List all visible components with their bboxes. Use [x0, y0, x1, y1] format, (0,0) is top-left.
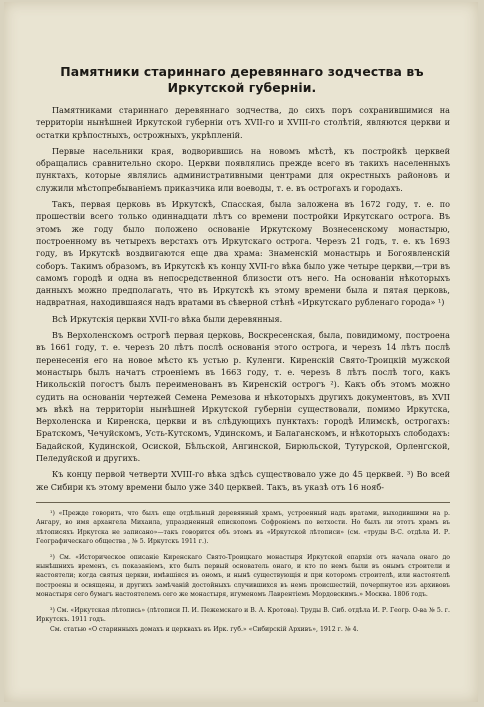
article-body	[36, 104, 450, 496]
footnote-divider	[36, 502, 450, 503]
footnote: ³) См. «Иркутская лѣтопись» (лѣтописи П. И. Пежемскаго и В. А. Кротова). Труды В. Сиб. отдѣла И. Р. Геогр. О-ва № 5. г. Иркутскъ. 1911 годъ.	[36, 606, 450, 624]
page-title: Памятники стариннаго деревяннаго зодчества въ Иркутской губерніи.	[60, 64, 424, 95]
footnotes	[36, 509, 450, 641]
paragraph: Въ Верхоленскомъ острогѣ первая церковь, Воскресенская, была, повидимому, построена въ 1661 году, т. е. черезъ 20 лѣтъ послѣ основанія этого острога, и черезъ 14 лѣтъ послѣ перенесенія его на новое мѣсто къ устью р. Куленги. Киренскій Свято-Троицкій мужской монастырь былъ начатъ строеніемъ въ 1663 году, т. е. черезъ 8 лѣтъ послѣ того, какъ Никольскій погостъ былъ переименованъ въ Киренскій острогъ ²). Какъ объ этомъ можно судить на основаніи чертежей Семена Ремезова и нѣкоторыхъ другихъ документовъ, въ XVII мъ вѣкѣ на территоріи нынѣшней Иркутской губерніи существовали, помимо Иркутска, Верхоленска и Киренска, церкви и въ слѣдующихъ пунктахъ: городѣ Илимскѣ, острогахъ: Братскомъ, Чечуйскомъ, Усть-Кутскомъ, Удинскомъ, и Балаганскомъ, и нѣкоторыхъ слободахъ: Бадайской, Кудинской, Осиской, Бѣльской, Ангинской, Бирюльской, Тутурской, Орленгской, Пеледуйской и другихъ.	[36, 330, 450, 464]
paragraph: Первые насельники края, водворившись на новомъ мѣстѣ, къ постройкѣ церквей обращались сравнительно скоро. Церкви появлялись прежде всего въ такихъ населенныхъ пунктахъ, которые являлись административными центрами для окрестныхъ районовъ и служили мѣстопребыванiемъ приказчика или воеводы, т. е. въ острогахъ и городахъ.	[36, 145, 450, 193]
paragraph: Всѣ Иркутскія церкви XVII-го вѣка были деревянныя.	[52, 313, 283, 324]
footnote: См. статью «О старинныхъ домахъ и церквахъ въ Ирк. губ.» «Сибирскій Архивъ», 1912 г. № 4.	[50, 626, 359, 634]
paragraph: Памятниками стариннаго деревяннаго зодчества, до сихъ поръ сохранившимися на территоріи нынѣшней Иркутской губерніи отъ XVII-го и XVIII-го столѣтій, являются церкви и остатки крѣпостныхъ, острожныхъ, укрѣпленій.	[36, 105, 450, 140]
paragraph: Такъ, первая церковь въ Иркутскѣ, Спасская, была заложена въ 1672 году, т. е. по прошествіи всего только одиннадцати лѣтъ со времени постройки Иркутскаго острога. Въ этомъ же году было положено основаніе Иркутскому Вознесенскому монастырю, построенному въ четырехъ верстахъ отъ Иркутскаго острога. Черезъ 21 годъ, т. е. къ 1693 году, въ Иркутскѣ воздвигаются еще два храма: Знаменскій монастырь и Богоявленскій соборъ. Такимъ образомъ, въ Иркутскѣ къ концу XVII-го вѣка было уже четыре церкви,—три въ самомъ городѣ и одна въ непосредственной близости отъ него. На основаніи нѣкоторыхъ данныхъ можно предполагать, что въ Иркутскѣ къ этому времени была и пятая церковь, надвратная, находившаяся надъ вратами въ сѣверной стѣнѣ «Иркутскаго рубленаго города» ¹)	[36, 199, 450, 308]
footnote: ²) См. «Историческое описаніе Киренскаго Свято-Троицкаго монастыря Иркутской епархіи отъ начала онаго до нынѣшнихъ временъ, съ показаніемъ, кто былъ первый основатель онаго, и кто по немъ были въ онымъ строители и настоятели; когда святыя церкви, имѣвшіяся въ ономъ, и нынѣ существующія и при которомъ строителѣ, или настоятелѣ построены и освящены, и другихъ замѣчаній достойныхъ случившихся въ немъ происшествій, почерпнутое изъ архивовъ монастыря сего бумагъ настоятелемъ сего же монастыря, игуменомъ Лаврентіемъ Мордовскимъ.» Москва. 1806 годъ.	[36, 553, 450, 599]
document-page	[4, 2, 478, 702]
paragraph: Къ концу первой четверти XVIII-го вѣка здѣсь существовало уже до 45 церквей. ³) Во всей же Сибири къ этому времени было уже 340 церквей. Такъ, въ указѣ отъ 16 нояб-	[36, 469, 450, 492]
footnote: ¹) «Прежде говорить, что былъ еще отдѣльный деревянный храмъ, устроенный надъ вратами, выходившими на р. Ангару, во имя архангела Михаила, упраздненный епископомъ Софроніемъ по ветхости. Но былъ ли этотъ храмъ въ лѣтописяхъ Иркутска не записано»—такъ говорится объ этомъ въ «Иркутской лѣтописи» (см. «труды В-С. отдѣла И. Р. Географическаго общества , № 5. Иркутскъ 1911 г.).	[36, 510, 450, 546]
